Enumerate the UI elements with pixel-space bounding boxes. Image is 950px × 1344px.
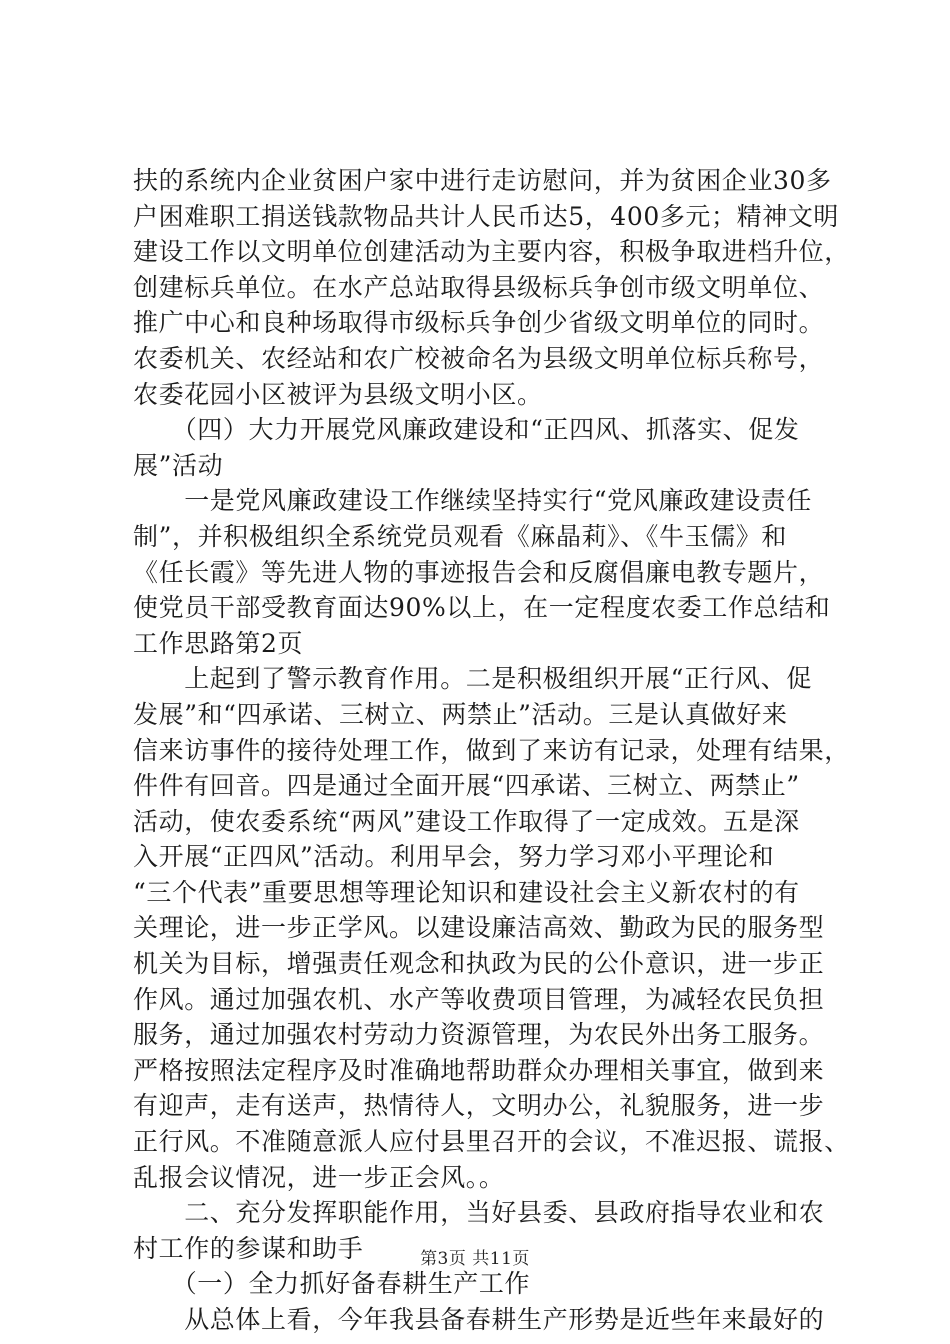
text-line: 服务，通过加强农村劳动力资源管理，为农民外出务工服务。 <box>133 1020 825 1050</box>
page-number: 第3页 共11页 <box>420 1249 530 1269</box>
text-line: 乱报会议情况，进一步正会风。。 <box>133 1162 505 1192</box>
text-line: 作风。通过加强农机、水产等收费项目管理，为减轻农民负担 <box>133 984 825 1014</box>
text-line: “三个代表”重要思想等理论知识和建设社会主义新农村的有 <box>133 877 800 907</box>
text-line: 建设工作以文明单位创建活动为主要内容，积极争取进档升位， <box>133 237 850 267</box>
body-text <box>133 163 850 1338</box>
section-heading-line: 村工作的参谋和助手 <box>133 1233 364 1263</box>
section-heading-line: （四）大力开展党风廉政建设和“正四风、抓落实、促发 <box>133 415 800 445</box>
text-line: 使党员干部受教育面达90%以上，在一定程度农委工作总结和 <box>133 593 831 623</box>
text-line: 正行风。不准随意派人应付县里召开的会议，不准迟报、谎报、 <box>133 1127 850 1157</box>
text-line: 户困难职工捐送钱款物品共计人民币达5，400多元；精神文明 <box>133 201 840 231</box>
text-line: 推广中心和良种场取得市级标兵争创少省级文明单位的同时。 <box>133 308 825 338</box>
subsection-heading-line: （一）全力抓好备春耕生产工作 <box>133 1269 531 1299</box>
section-heading-line: 展”活动 <box>133 450 224 480</box>
text-line: 创建标兵单位。在水产总站取得县级标兵争创市级文明单位、 <box>133 272 825 302</box>
text-line: 扶的系统内企业贫困户家中进行走访慰问，并为贫困企业30多 <box>133 166 832 195</box>
text-line: 活动，使农委系统“两风”建设工作取得了一定成效。五是深 <box>133 806 800 836</box>
text-line: 严格按照法定程序及时准确地帮助群众办理相关事宜，做到来 <box>133 1055 825 1085</box>
page-footer <box>0 1244 950 1269</box>
text-line: 入开展“正四风”活动。利用早会，努力学习邓小平理论和 <box>133 842 775 872</box>
text-line: 农委机关、农经站和农广校被命名为县级文明单位标兵称号， <box>133 343 825 373</box>
text-line: 从总体上看，今年我县备春耕生产形势是近些年来最好的 <box>133 1305 825 1334</box>
text-line: 上起到了警示教育作用。二是积极组织开展“正行风、促 <box>133 664 812 694</box>
text-line: 件件有回音。四是通过全面开展“四承诺、三树立、两禁止” <box>133 771 800 801</box>
text-line: 制”，并积极组织全系统党员观看《麻晶莉》、《牛玉儒》和 <box>133 521 787 551</box>
text-line: 《任长霞》等先进人物的事迹报告会和反腐倡廉电教专题片， <box>133 557 825 587</box>
text-line: 工作思路第2页 <box>133 628 304 658</box>
section-heading-line: 二、充分发挥职能作用，当好县委、县政府指导农业和农 <box>133 1198 825 1228</box>
text-line: 农委花园小区被评为县级文明小区。 <box>133 379 543 409</box>
text-line: 关理论，进一步正学风。以建设廉洁高效、勤政为民的服务型 <box>133 913 825 943</box>
text-line: 有迎声，走有送声，热情待人，文明办公，礼貌服务，进一步 <box>133 1091 825 1121</box>
text-line: 发展”和“四承诺、三树立、两禁止”活动。三是认真做好来 <box>133 699 788 729</box>
text-line: 一是党风廉政建设工作继续坚持实行“党风廉政建设责任 <box>133 486 812 516</box>
text-line: 信来访事件的接待处理工作，做到了来访有记录，处理有结果， <box>133 735 850 765</box>
text-line: 机关为目标，增强责任观念和执政为民的公仆意识，进一步正 <box>133 949 825 979</box>
